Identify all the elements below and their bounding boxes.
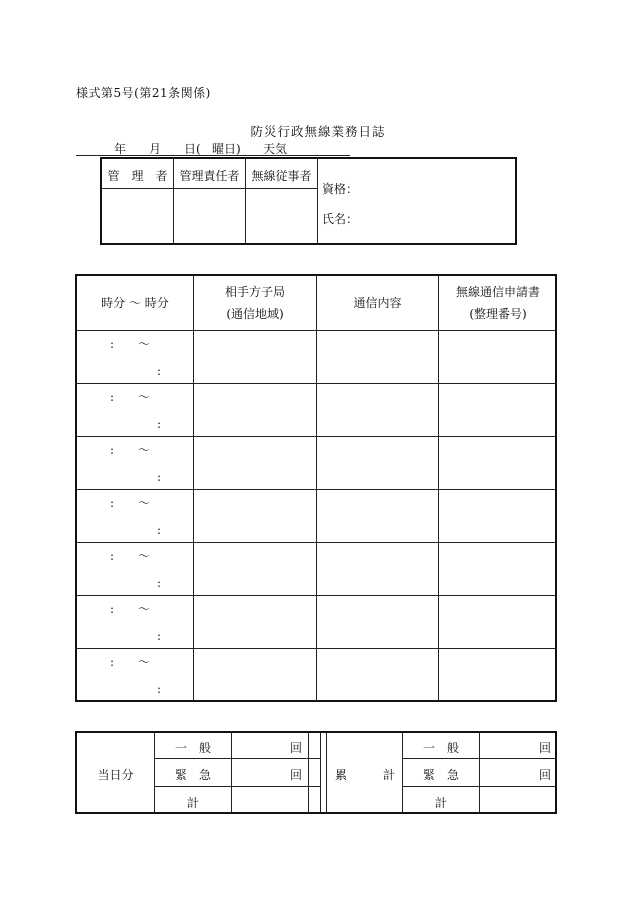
time-start: : ～ — [110, 337, 151, 351]
today-emergency-unit: 回 — [290, 768, 303, 782]
time-start: : ～ — [110, 602, 151, 616]
time-end: : — [157, 682, 162, 696]
partner-station-header: 相手方子局 — [224, 285, 285, 299]
cumulative-general-unit: 回 — [539, 741, 552, 755]
cumulative-total-label: 計 — [434, 796, 447, 810]
time-start: : ～ — [110, 496, 151, 510]
today-general-unit: 回 — [290, 741, 303, 755]
manager-table — [100, 157, 517, 245]
month-label: 月 — [149, 142, 162, 156]
time-start: : ～ — [110, 443, 151, 457]
radio-operator-header: 無線従事者 — [251, 169, 312, 183]
summary-table — [75, 731, 557, 814]
time-range-header: 時分 ～ 時分 — [101, 296, 169, 310]
name-label: 氏名： — [322, 212, 359, 226]
today-total-label: 計 — [186, 796, 199, 810]
application-number-header: (整理番号) — [469, 307, 527, 321]
weather-label: 天気 — [263, 142, 288, 156]
time-start: : ～ — [110, 655, 151, 669]
time-start: : ～ — [110, 390, 151, 404]
cumulative-general-label: 一 般 — [422, 741, 459, 755]
day-label: 日( — [184, 142, 201, 156]
cumulative-label: 累 計 — [334, 768, 395, 782]
today-general-label: 一 般 — [174, 741, 211, 755]
time-end: : — [157, 417, 162, 431]
today-emergency-label: 緊 急 — [174, 768, 211, 782]
content-header: 通信内容 — [353, 296, 402, 310]
time-end: : — [157, 364, 162, 378]
application-header: 無線通信申請書 — [455, 285, 540, 299]
time-end: : — [157, 629, 162, 643]
time-start: : ～ — [110, 549, 151, 563]
cumulative-emergency-label: 緊 急 — [422, 768, 459, 782]
today-label: 当日分 — [97, 768, 134, 782]
time-end: : — [157, 523, 162, 537]
document-title: 防災行政無線業務日誌 — [250, 124, 386, 139]
time-end: : — [157, 576, 162, 590]
form-number: 様式第5号(第21条関係) — [76, 86, 211, 100]
year-label: 年 — [114, 142, 127, 156]
date-weather-line — [76, 139, 350, 156]
manager-header: 管 理 者 — [107, 169, 168, 183]
cumulative-emergency-unit: 回 — [539, 768, 552, 782]
weekday-label: 曜日) — [212, 142, 241, 156]
time-end: : — [157, 470, 162, 484]
qualification-label: 資格： — [322, 182, 359, 196]
partner-area-header: (通信地域) — [226, 307, 284, 321]
responsible-manager-header: 管理責任者 — [179, 169, 240, 183]
radio-log-table — [75, 274, 557, 702]
